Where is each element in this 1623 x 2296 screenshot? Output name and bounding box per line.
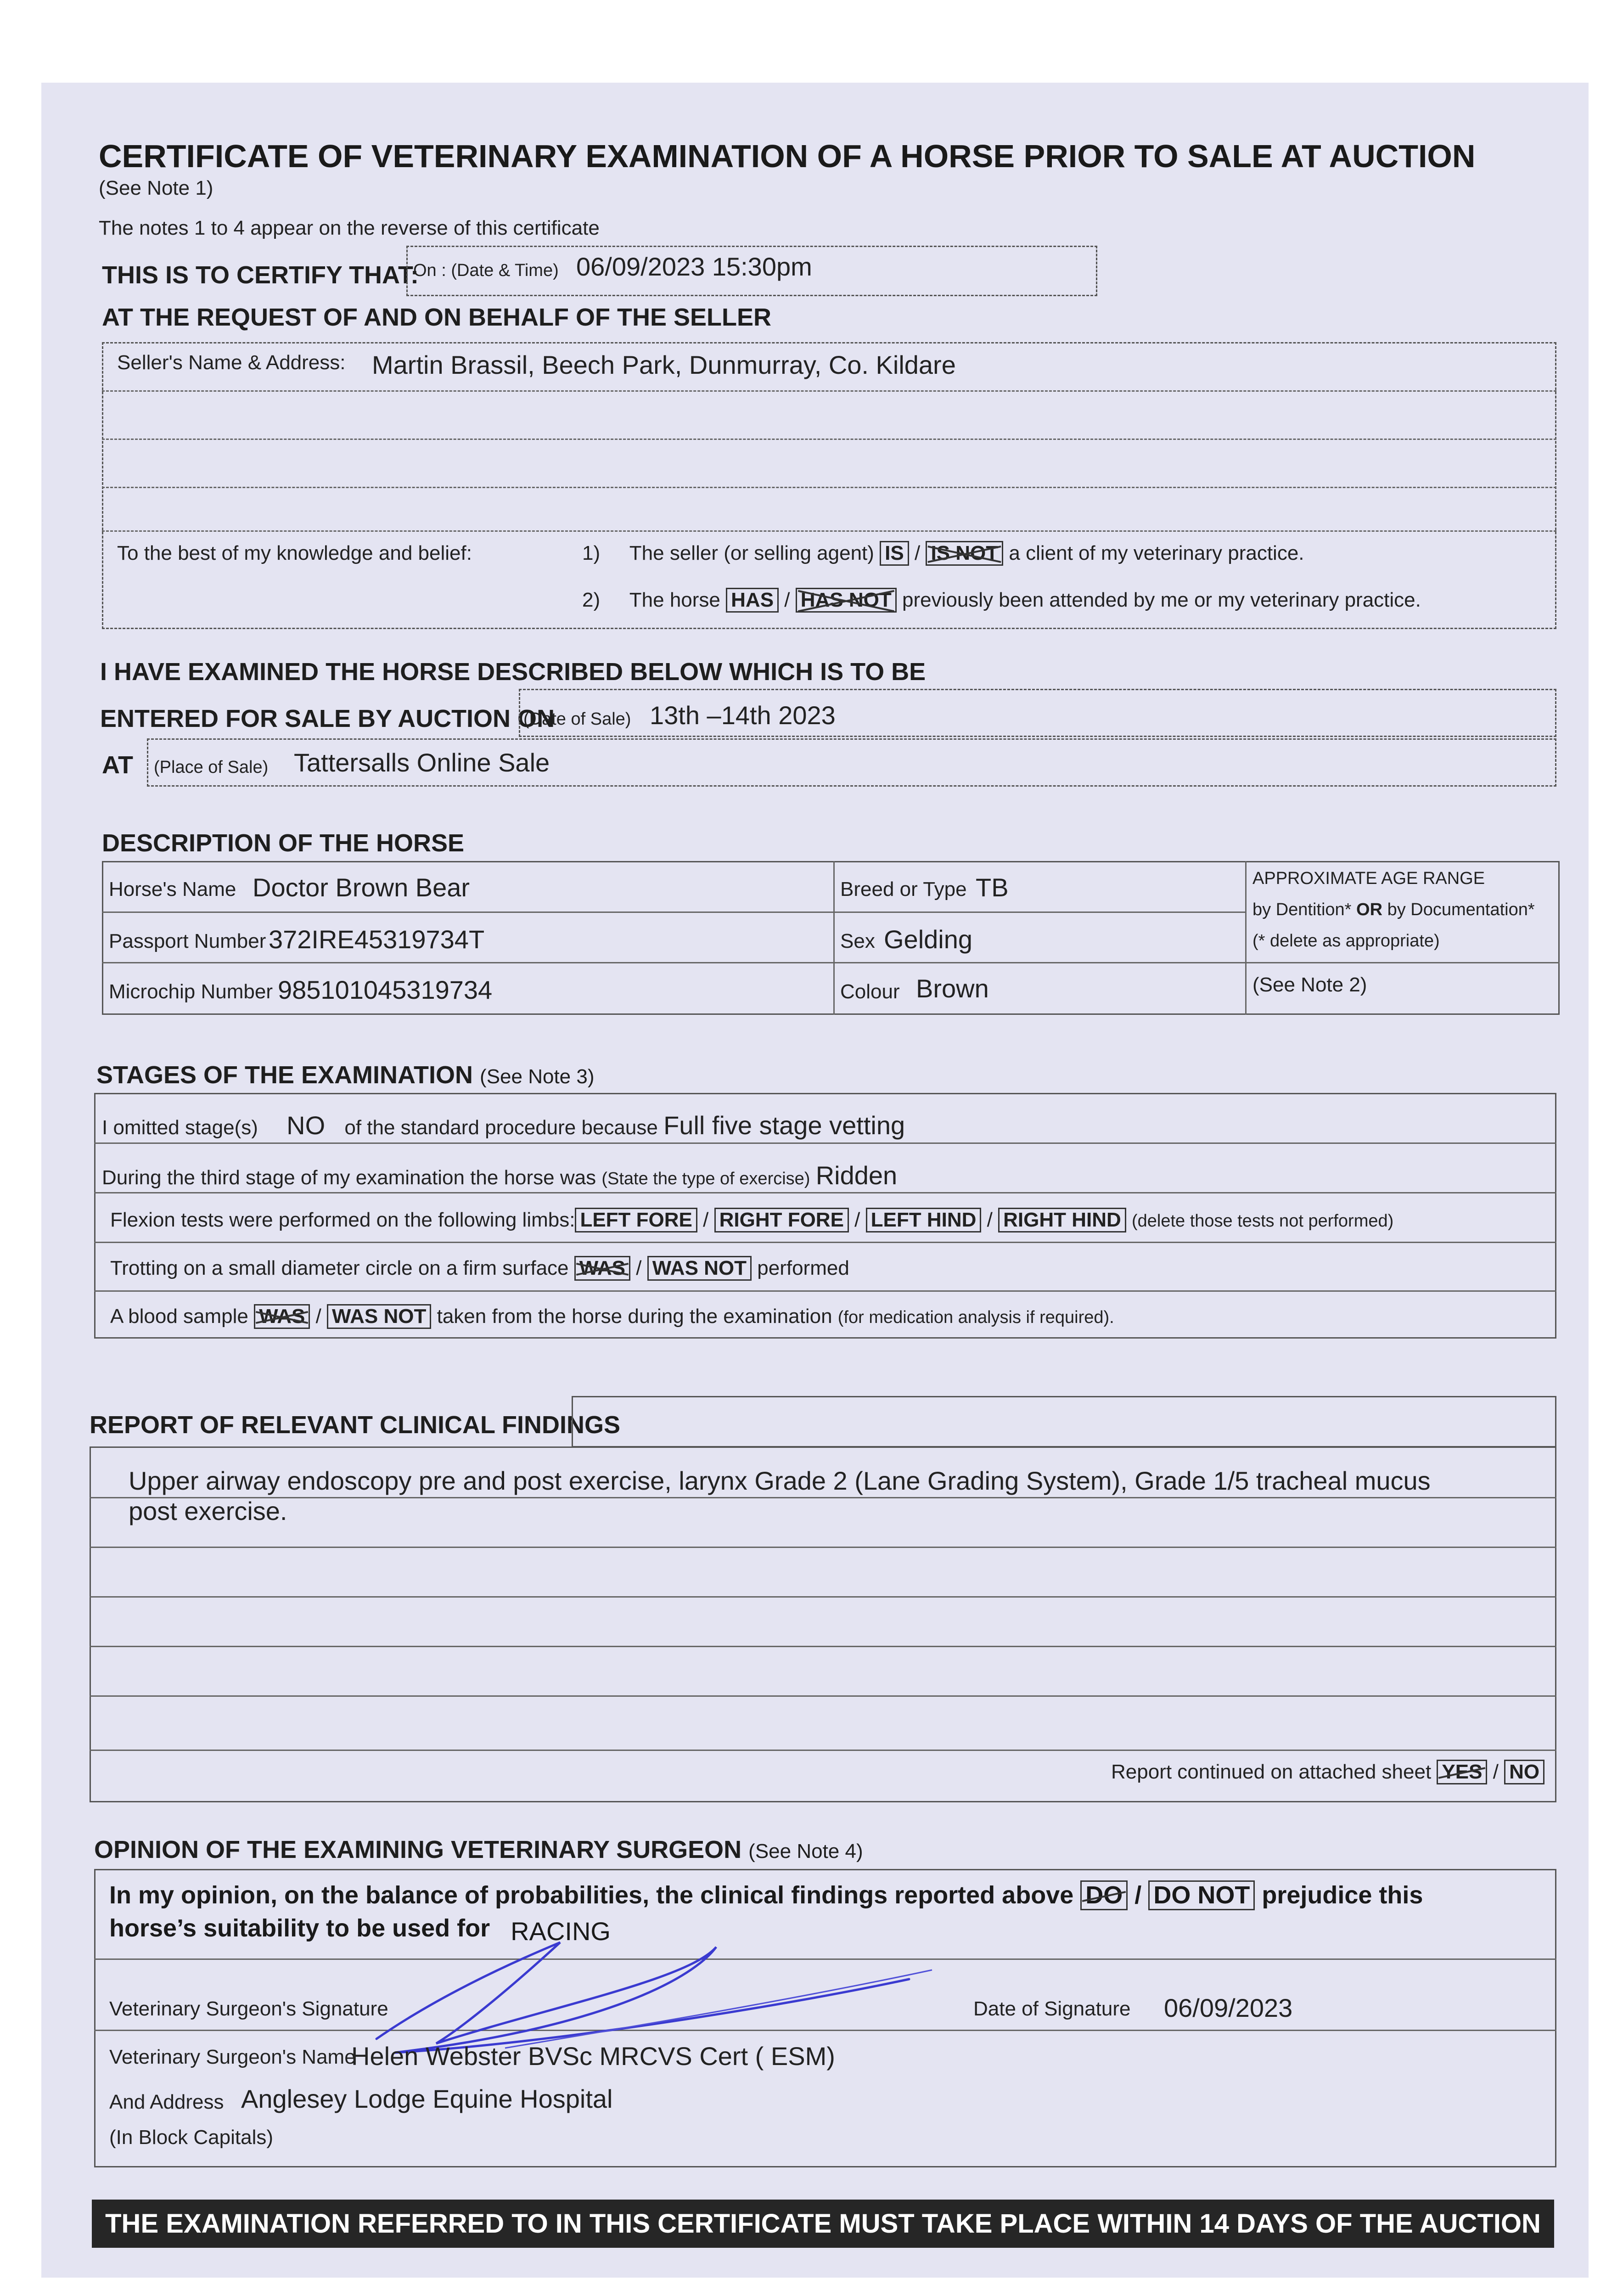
opinion-text-1: In my opinion, on the balance of probabilities, the clinical findings reported above bbox=[109, 1881, 1074, 1909]
horse-name-label: Horse's Name bbox=[109, 878, 236, 900]
opinion-heading-text: OPINION OF THE EXAMINING VETERINARY SURGEON bbox=[94, 1836, 742, 1863]
flexion-left-fore[interactable]: LEFT FORE bbox=[575, 1208, 697, 1232]
vet-name-value[interactable]: Helen Webster BVSc MRCVS Cert ( ESM) bbox=[351, 2042, 835, 2071]
colour-label: Colour bbox=[840, 980, 900, 1003]
date-signature-value[interactable]: 06/09/2023 bbox=[1164, 1993, 1293, 2022]
stages-heading-text: STAGES OF THE EXAMINATION bbox=[96, 1061, 473, 1089]
seller-heading: AT THE REQUEST OF AND ON BEHALF OF THE SELLER bbox=[102, 304, 771, 331]
item1-number: 1) bbox=[582, 542, 601, 564]
flexion-sep-1: / bbox=[703, 1209, 709, 1231]
omit-reason[interactable]: Full five stage vetting bbox=[663, 1111, 905, 1140]
by-documentation[interactable]: by Documentation* bbox=[1387, 900, 1535, 919]
sale-date-value[interactable]: 13th –14th 2023 bbox=[650, 701, 836, 730]
report-heading-box bbox=[572, 1396, 1556, 1447]
by-dentition[interactable]: by Dentition* bbox=[1252, 900, 1352, 919]
sex-label: Sex bbox=[840, 930, 875, 952]
age-range-heading: APPROXIMATE AGE RANGE bbox=[1252, 869, 1485, 888]
omit-mid: of the standard procedure because bbox=[344, 1116, 658, 1139]
see-note-1: (See Note 1) bbox=[99, 177, 213, 199]
stages-heading-note: (See Note 3) bbox=[480, 1065, 595, 1088]
sale-at-label: AT bbox=[102, 751, 133, 779]
blood-mid: taken from the horse during the examination bbox=[437, 1305, 832, 1328]
passport-label: Passport Number bbox=[109, 930, 266, 952]
seller-box bbox=[102, 342, 1556, 629]
flexion-sep-3: / bbox=[987, 1209, 993, 1231]
has-not-option-struck[interactable]: HAS NOT bbox=[796, 588, 897, 613]
item1-separator: / bbox=[914, 542, 921, 564]
sale-place-label: (Place of Sale) bbox=[154, 758, 269, 777]
item2-suffix: previously been attended by me or my veterinary practice. bbox=[902, 589, 1421, 611]
blood-prefix: A blood sample bbox=[110, 1305, 248, 1328]
blood-sep: / bbox=[315, 1305, 321, 1328]
opinion-heading bbox=[94, 1835, 863, 1864]
age-or: OR bbox=[1356, 900, 1383, 919]
blood-row bbox=[110, 1304, 1114, 1329]
knowledge-label: To the best of my knowledge and belief: bbox=[117, 542, 472, 564]
opinion-do-struck[interactable]: DO bbox=[1080, 1880, 1128, 1910]
certify-label: THIS IS TO CERTIFY THAT: bbox=[102, 261, 419, 289]
address-value[interactable]: Anglesey Lodge Equine Hospital bbox=[241, 2084, 613, 2113]
item2-number: 2) bbox=[582, 589, 601, 611]
flexion-prefix: Flexion tests were performed on the following limbs: bbox=[110, 1209, 575, 1231]
certificate-title bbox=[99, 138, 1475, 174]
sex-value[interactable]: Gelding bbox=[884, 925, 973, 954]
flexion-suffix: (delete those tests not performed) bbox=[1131, 1211, 1394, 1231]
item2-prefix: The horse bbox=[629, 589, 720, 611]
omit-prefix: I omitted stage(s) bbox=[102, 1116, 258, 1139]
report-line-2[interactable]: post exercise. bbox=[129, 1497, 287, 1525]
is-option[interactable]: IS bbox=[880, 541, 909, 566]
signature-label: Veterinary Surgeon's Signature bbox=[109, 1998, 388, 2020]
vet-name-label: Veterinary Surgeon's Name bbox=[109, 2046, 356, 2068]
breed-value[interactable]: TB bbox=[976, 873, 1009, 902]
sale-heading-1: I HAVE EXAMINED THE HORSE DESCRIBED BELOW WHICH IS TO BE bbox=[100, 658, 926, 686]
third-value[interactable]: Ridden bbox=[815, 1161, 898, 1190]
continued-no[interactable]: NO bbox=[1504, 1760, 1544, 1784]
opinion-sep: / bbox=[1134, 1881, 1142, 1909]
trot-was-struck[interactable]: WAS bbox=[574, 1256, 630, 1281]
third-stage-row bbox=[102, 1160, 897, 1190]
flexion-right-fore[interactable]: RIGHT FORE bbox=[714, 1208, 849, 1232]
omit-value[interactable]: NO bbox=[286, 1111, 326, 1140]
knowledge-item-1 bbox=[582, 541, 1304, 566]
colour-value[interactable]: Brown bbox=[916, 974, 989, 1003]
horse-name-value[interactable]: Doctor Brown Bear bbox=[253, 873, 470, 902]
horse-heading: DESCRIPTION OF THE HORSE bbox=[102, 829, 465, 857]
breed-label: Breed or Type bbox=[840, 878, 967, 900]
microchip-label: Microchip Number bbox=[109, 980, 273, 1003]
trot-prefix: Trotting on a small diameter circle on a firm surface bbox=[110, 1257, 569, 1279]
blood-suffix: (for medication analysis if required). bbox=[837, 1308, 1114, 1327]
item1-suffix: a client of my veterinary practice. bbox=[1009, 542, 1304, 564]
opinion-text-3: horse’s suitability to be used for bbox=[109, 1914, 490, 1942]
report-heading: REPORT OF RELEVANT CLINICAL FINDINGS bbox=[90, 1411, 621, 1439]
seller-name-label: Seller's Name & Address: bbox=[117, 351, 346, 374]
block-capitals-note: (In Block Capitals) bbox=[109, 2126, 274, 2149]
age-see-note-2: (See Note 2) bbox=[1252, 974, 1367, 996]
opinion-text-2: prejudice this bbox=[1262, 1881, 1423, 1909]
opinion-use-value[interactable]: RACING bbox=[511, 1917, 611, 1946]
trot-sep: / bbox=[636, 1257, 642, 1279]
trot-was-not[interactable]: WAS NOT bbox=[647, 1256, 752, 1281]
on-date-time-label: On : (Date & Time) bbox=[413, 261, 559, 280]
trot-suffix: performed bbox=[757, 1257, 849, 1279]
flexion-left-hind[interactable]: LEFT HIND bbox=[866, 1208, 982, 1232]
sale-place-value[interactable]: Tattersalls Online Sale bbox=[294, 748, 550, 777]
flexion-row bbox=[110, 1208, 1393, 1232]
trot-row bbox=[110, 1256, 849, 1281]
opinion-heading-note: (See Note 4) bbox=[748, 1840, 863, 1863]
opinion-do-not[interactable]: DO NOT bbox=[1148, 1880, 1255, 1910]
seller-name-address[interactable]: Martin Brassil, Beech Park, Dunmurray, Co. Kildare bbox=[372, 350, 956, 379]
has-option[interactable]: HAS bbox=[726, 588, 779, 613]
continued-yes-struck[interactable]: YES bbox=[1437, 1760, 1487, 1784]
flexion-sep-2: / bbox=[854, 1209, 860, 1231]
opinion-statement-1 bbox=[109, 1880, 1423, 1910]
item1-prefix: The seller (or selling agent) bbox=[629, 542, 874, 564]
item2-separator: / bbox=[784, 589, 790, 611]
certify-date-time[interactable]: 06/09/2023 15:30pm bbox=[576, 252, 812, 281]
date-signature-label: Date of Signature bbox=[973, 1998, 1131, 2020]
stages-heading bbox=[96, 1061, 595, 1089]
knowledge-item-2 bbox=[582, 588, 1421, 613]
sale-heading-2: ENTERED FOR SALE BY AUCTION ON bbox=[100, 705, 555, 732]
report-line-1[interactable]: Upper airway endoscopy pre and post exercise, larynx Grade 2 (Lane Grading System), Grade 1/5 tracheal mucus bbox=[129, 1466, 1431, 1495]
omit-row bbox=[102, 1110, 905, 1140]
blood-was-struck[interactable]: WAS bbox=[254, 1304, 310, 1329]
report-box bbox=[90, 1446, 1556, 1802]
passport-value[interactable]: 372IRE45319734T bbox=[269, 925, 485, 954]
footer-banner: THE EXAMINATION REFERRED TO IN THIS CERTIFICATE MUST TAKE PLACE WITHIN 14 DAYS OF THE AUCTION bbox=[92, 2200, 1554, 2248]
age-delete-note: (* delete as appropriate) bbox=[1252, 931, 1440, 951]
continued-label: Report continued on attached sheet bbox=[1111, 1761, 1432, 1783]
age-range-options bbox=[1252, 900, 1535, 920]
address-label: And Address bbox=[109, 2091, 224, 2113]
blood-was-not[interactable]: WAS NOT bbox=[327, 1304, 431, 1329]
report-continued bbox=[1111, 1760, 1544, 1784]
title-text: CERTIFICATE OF VETERINARY EXAMINATION OF A HORSE PRIOR TO SALE AT AUCTION bbox=[99, 138, 1476, 174]
third-note: (State the type of exercise) bbox=[601, 1169, 810, 1188]
flexion-right-hind[interactable]: RIGHT HIND bbox=[998, 1208, 1126, 1232]
notes-line: The notes 1 to 4 appear on the reverse of this certificate bbox=[99, 217, 600, 239]
third-prefix: During the third stage of my examination the horse was bbox=[102, 1166, 596, 1189]
is-not-option-struck[interactable]: IS NOT bbox=[926, 541, 1003, 566]
sale-date-label: (Date of Sale) bbox=[523, 709, 631, 729]
microchip-value[interactable]: 985101045319734 bbox=[278, 975, 493, 1004]
continued-sep: / bbox=[1493, 1761, 1499, 1783]
